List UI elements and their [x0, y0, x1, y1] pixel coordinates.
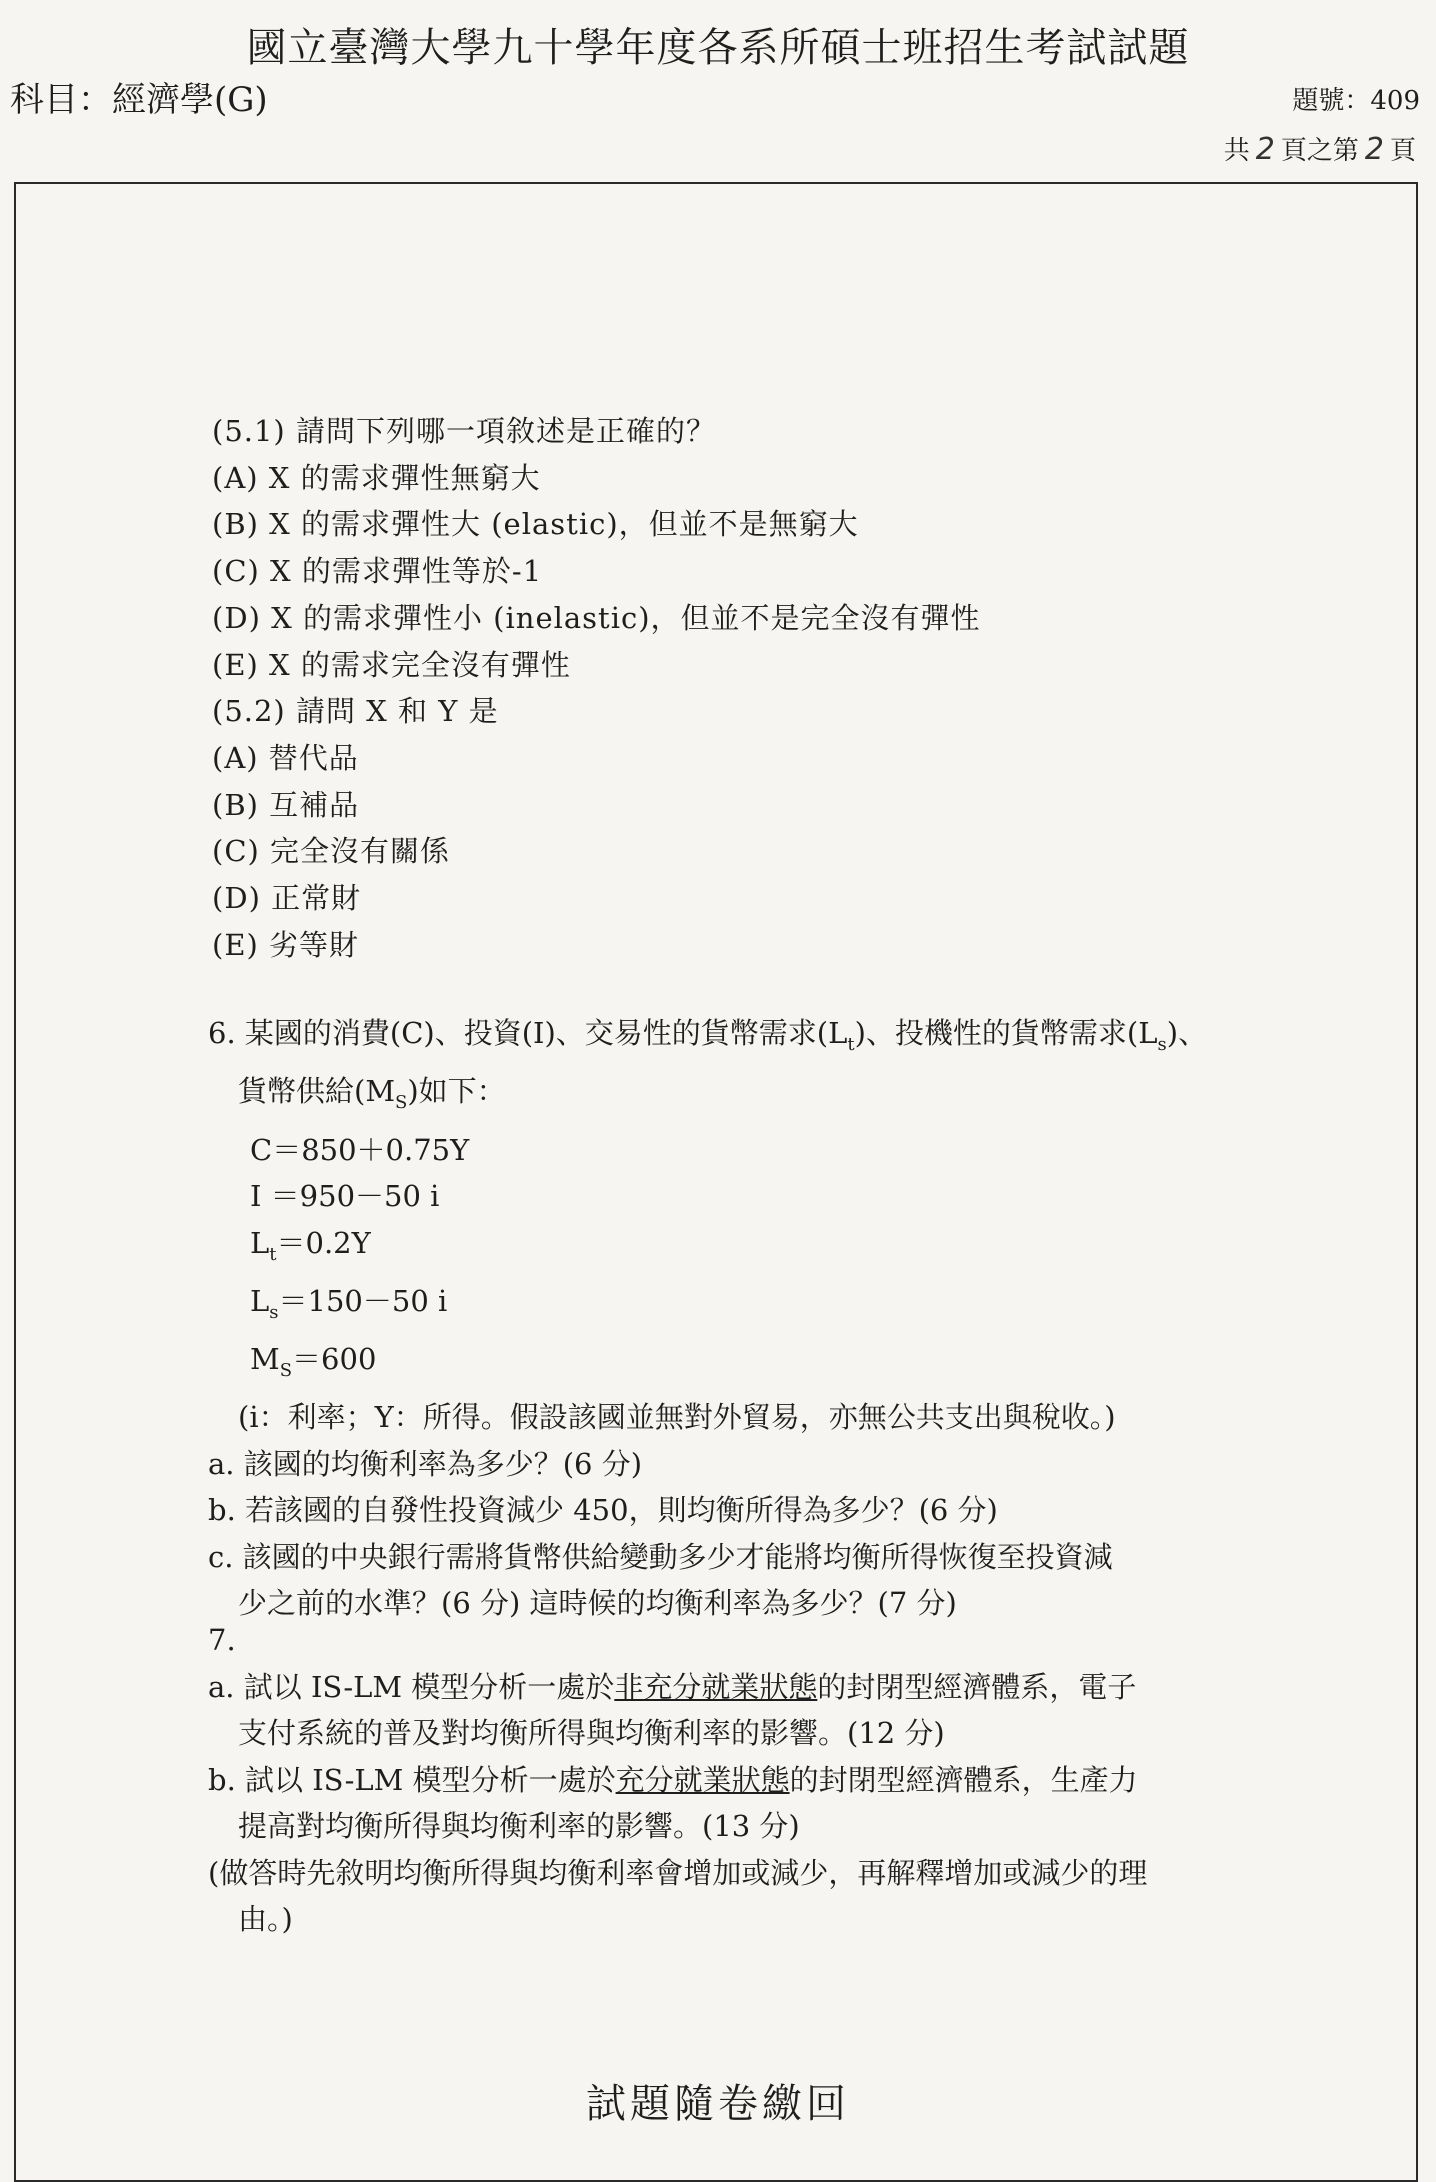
- pages-mid: 頁之第: [1280, 136, 1359, 166]
- q7-part-b: b. 試以 IS-LM 模型分析一處於充分就業狀態的封閉型經濟體系，生產力: [208, 1762, 1138, 1797]
- q7-part-a-cont: 支付系統的普及對均衡所得與均衡利率的影響。(12 分): [238, 1716, 945, 1750]
- q5-line: (E) X 的需求完全沒有彈性: [212, 647, 571, 682]
- q6-part-a: a. 該國的均衡利率為多少？(6 分): [208, 1446, 643, 1481]
- q6-part-c-cont: 少之前的水準？(6 分) 這時候的均衡利率為多少？(7 分): [238, 1586, 957, 1621]
- q6-equation: $L_t=0.2Y$: [250, 1225, 371, 1265]
- q5-line: (B) X 的需求彈性大 (elastic)，但並不是無窮大: [212, 507, 859, 542]
- question-6: [208, 1010, 1248, 1627]
- subject-label: 科目：經濟學(G): [10, 80, 268, 120]
- q5-line: (D) X 的需求彈性小 (inelastic)，但並不是完全沒有彈性: [212, 600, 981, 635]
- q5-line: (C) 完全沒有關係: [212, 834, 451, 869]
- q6-note: (i：利率；Y：所得。假設該國並無對外貿易，亦無公共支出與稅收。): [238, 1400, 1116, 1435]
- q6-intro-line2: 貨幣供給$(M_S)$如下：: [238, 1074, 506, 1114]
- footer-notice: 試題隨卷繳回: [586, 2081, 850, 2127]
- q6-part-b: b. 若該國的自發性投資減少 450，則均衡所得為多少？(6 分): [208, 1493, 998, 1528]
- q6-intro-line1: 6. 某國的消費(C)、投資(I)、交易性的貨幣需求$(L_t)$、投機性的貨幣需求$(L_s)$、: [208, 1016, 1208, 1055]
- q6-equation: C＝850＋0.75Y: [250, 1132, 470, 1167]
- q5-line: (5.1) 請問下列哪一項敘述是正確的？: [212, 414, 716, 448]
- pages-prefix: 共: [1223, 136, 1250, 166]
- q7-note: (做答時先敘明均衡所得與均衡利率會增加或減少，再解釋增加或減少的理: [208, 1855, 1148, 1890]
- q5-line: (B) 互補品: [212, 787, 360, 822]
- underlined-term: 充分就業狀態: [615, 1762, 790, 1797]
- pages-current: 2: [1364, 132, 1384, 167]
- q5-line: (A) 替代品: [212, 740, 359, 775]
- underlined-term: 非充分就業狀態: [614, 1669, 818, 1704]
- exam-title: 國立臺灣大學九十學年度各系所碩士班招生考試試題: [246, 25, 1190, 71]
- pages-suffix: 頁: [1389, 136, 1416, 166]
- q7-part-a: a. 試以 IS-LM 模型分析一處於非充分就業狀態的封閉型經濟體系，電子: [208, 1669, 1137, 1704]
- q7-part-b-cont: 提高對均衡所得與均衡利率的影響。(13 分): [238, 1809, 800, 1843]
- q5-line: (C) X 的需求彈性等於-1: [212, 554, 543, 589]
- q5-line: (E) 劣等財: [212, 927, 360, 962]
- q6-equation: I ＝950－50 i: [250, 1179, 440, 1214]
- q7-note-cont: 由。): [238, 1902, 293, 1936]
- q6-equation: $L_s=150-50$ i: [250, 1283, 448, 1323]
- page-indicator: [1224, 132, 1416, 169]
- pages-total: 2: [1255, 132, 1275, 167]
- question-5-options: [212, 408, 981, 968]
- question-code: 題號：409: [1292, 86, 1420, 116]
- q5-line: (A) X 的需求彈性無窮大: [212, 460, 541, 495]
- q5-line: (D) 正常財: [212, 881, 362, 916]
- q6-equation: $M_S=600$: [250, 1342, 377, 1381]
- q5-line: (5.2) 請問 X 和 Y 是: [212, 694, 499, 729]
- q6-part-c: c. 該國的中央銀行需將貨幣供給變動多少才能將均衡所得恢復至投資減: [208, 1539, 1113, 1574]
- question-7: [208, 1617, 1268, 1943]
- q7-number: 7.: [208, 1623, 236, 1657]
